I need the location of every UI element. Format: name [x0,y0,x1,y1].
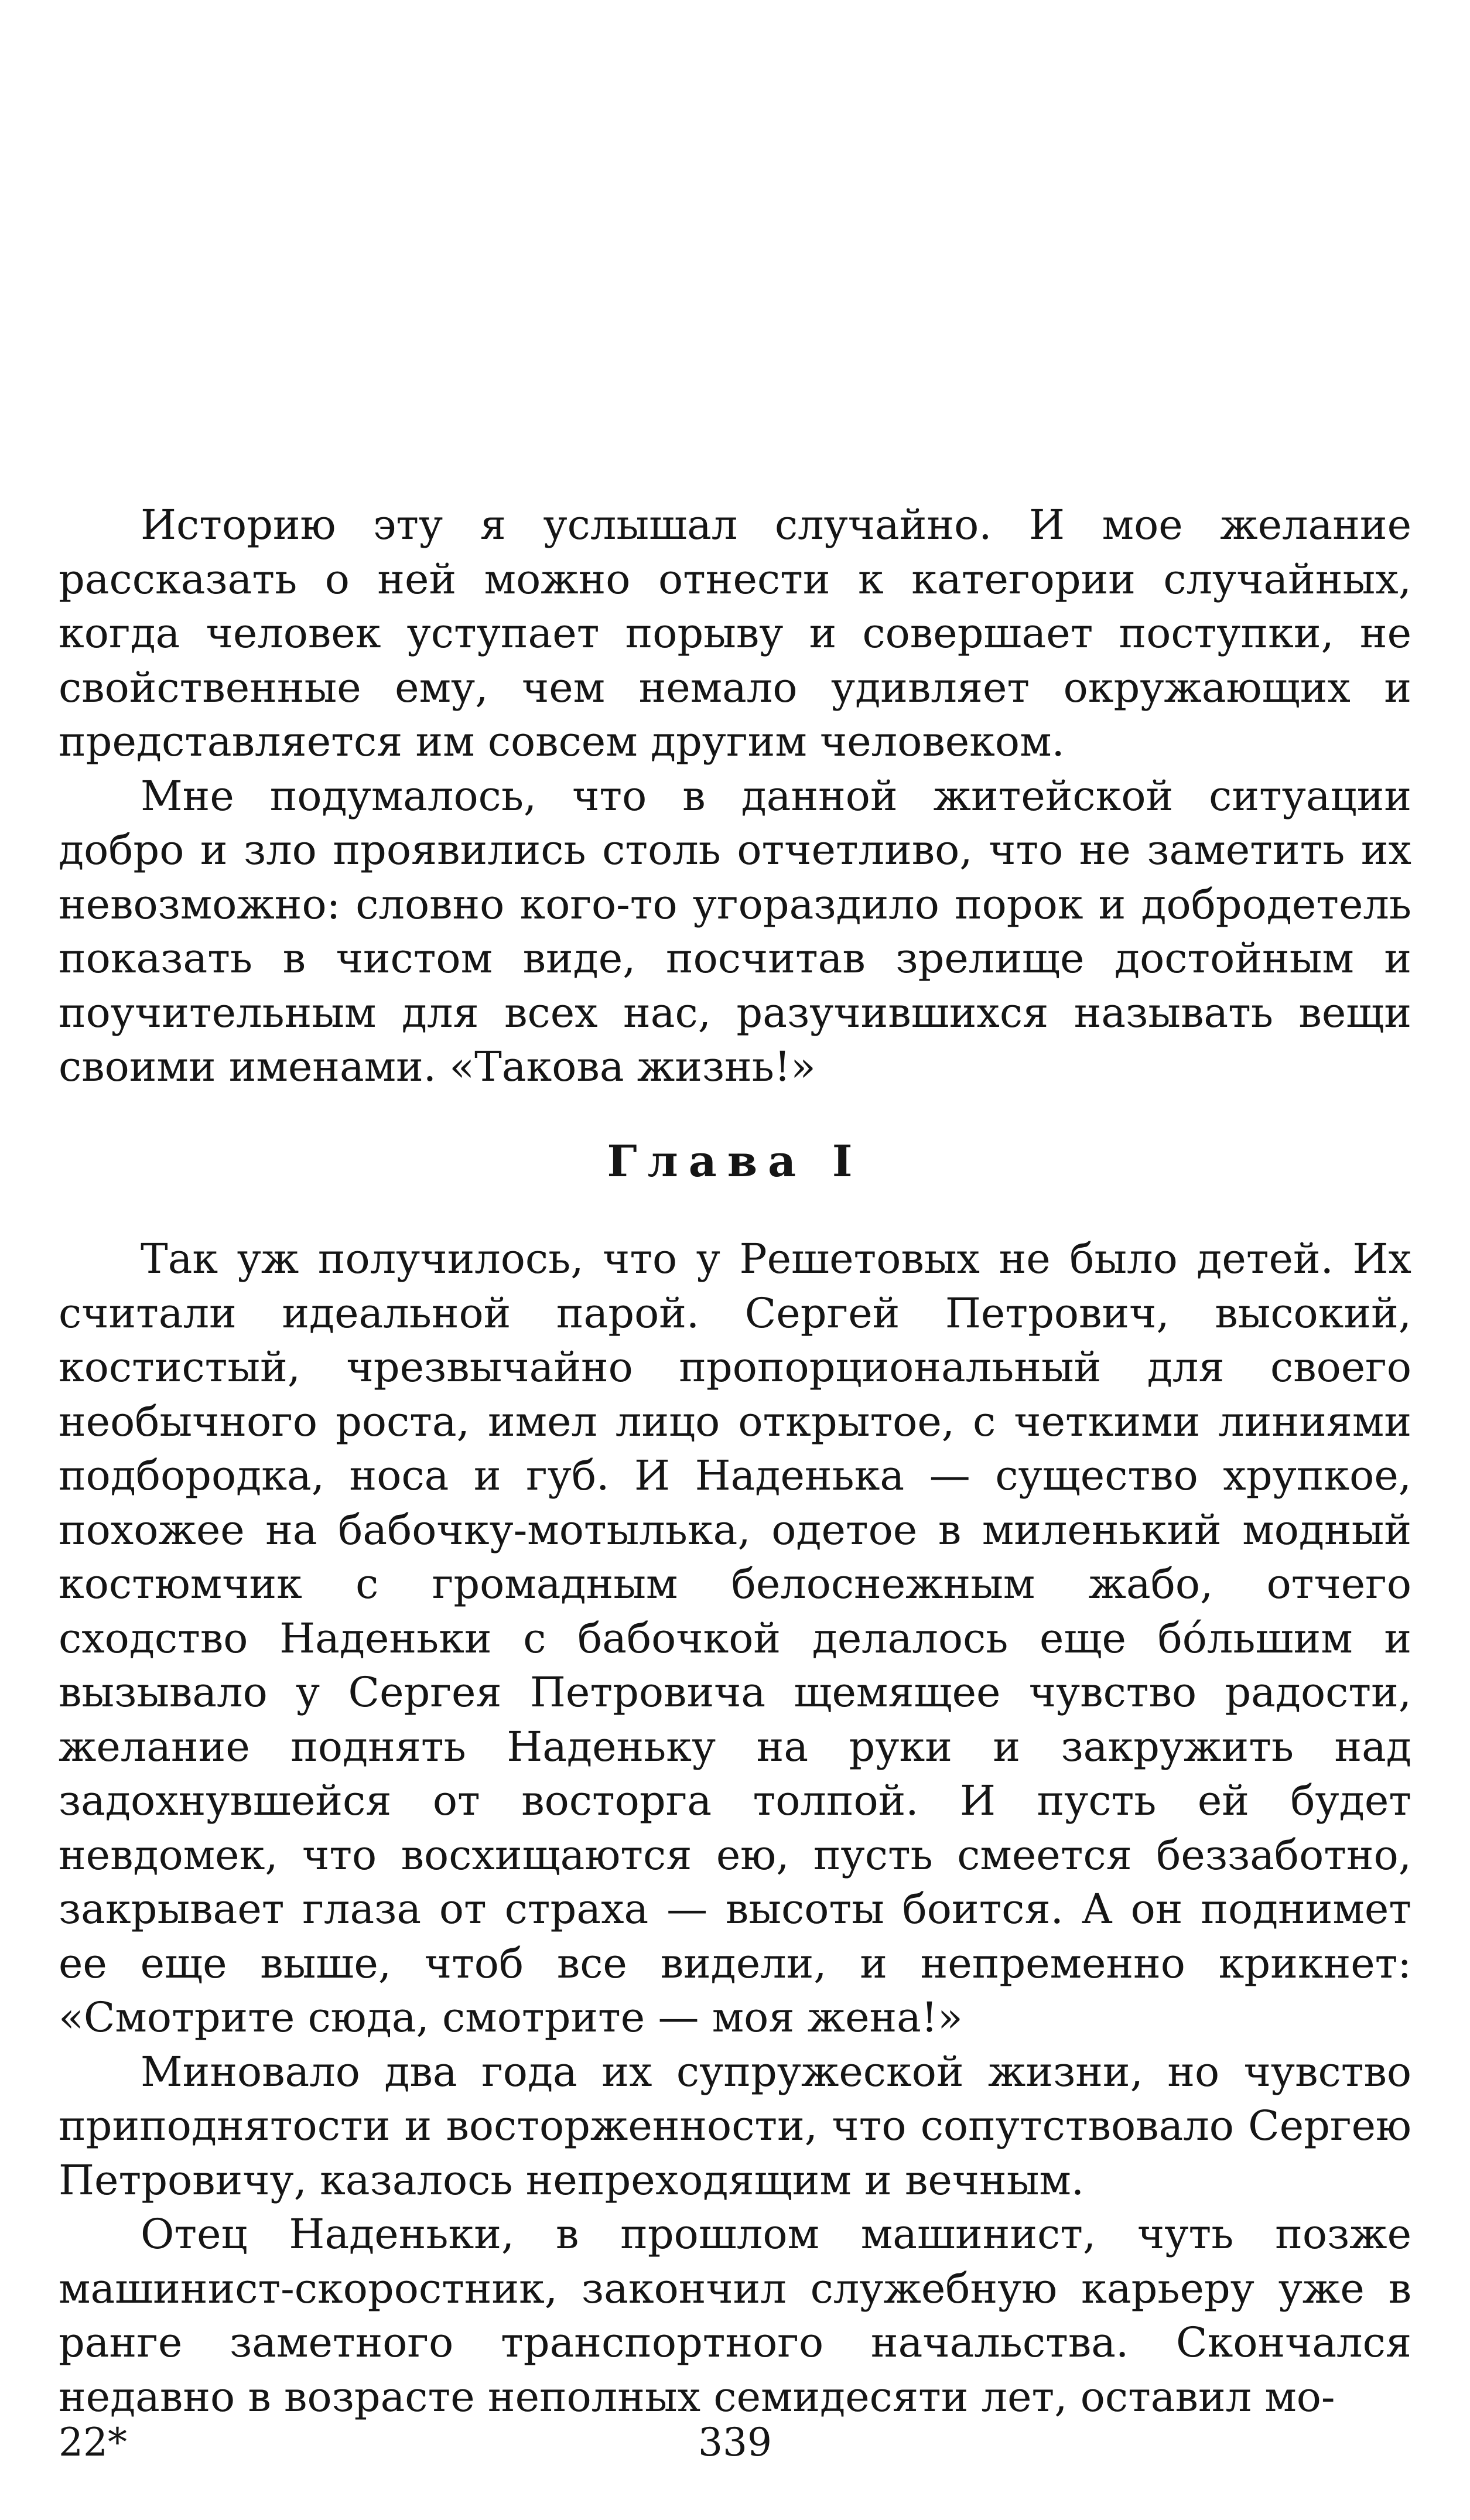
chapter-body [59,1232,1411,2424]
printer-signature-mark: 22* [59,2420,127,2465]
chapter-paragraph-3: Отец Наденьки, в прошлом машинист, чуть позже машинист-скоростник, закончил служебную карьеру уже в ранге заметного транспортного начальства. Скончался недавно в возрасте неполных семидесяти лет, оставил мо- [59,2210,1411,2421]
chapter-paragraph-2: Миновало два года их супружеской жизни, но чувство приподнятости и восторженности, что сопутствовало Сергею Петровичу, казалось непреходящим и вечным. [59,2047,1411,2204]
chapter-paragraph-1: Так уж получилось, что у Решетовых не было детей. Их считали идеальной парой. Сергей Петрович, высокий, костистый, чрезвычайно пропорциональный для своего необычного роста, имел лицо открытое, с четкими линиями подбородка, носа и губ. И Наденька — существо хрупкое, похожее на бабочку-мотылька, одетое в миленький модный костюмчик с громадным белоснежным жабо, отчего сходство Наденьки с бабочкой делалось еще бóльшим и вызывало у Сергея Петровича щемящее чувство радости, желание поднять Наденьку на руки и закружить над задохнувшейся от восторга толпой. И пусть ей будет невдомек, что восхищаются ею, пусть смеется беззаботно, закрывает глаза от страха — высоты боится. А он поднимет ее еще выше, чтоб все видели, и непременно крикнет: «Смотрите сюда, смотрите — моя жена!» [59,1235,1411,2041]
page-number: 339 [698,2420,772,2465]
intro-section [59,498,1411,1094]
intro-paragraph-1: Историю эту я услышал случайно. И мое желание рассказать о ней можно отнести к категории случайных, когда человек уступает порыву и совершает поступки, не свойственные ему, чем немало удивляет окружающих и представляется им совсем другим человеком. [59,501,1411,766]
intro-paragraph-2: Мне подумалось, что в данной житейской ситуации добро и зло проявились столь отчетливо, что не заметить их невозможно: словно кого-то угораздило порок и добродетель показать в чистом виде, посчитав зрелище достойным и поучительным для всех нас, разучившихся называть вещи своими именами. «Такова жизнь!» [59,771,1411,1091]
chapter-heading: Глава I [607,1136,863,1187]
